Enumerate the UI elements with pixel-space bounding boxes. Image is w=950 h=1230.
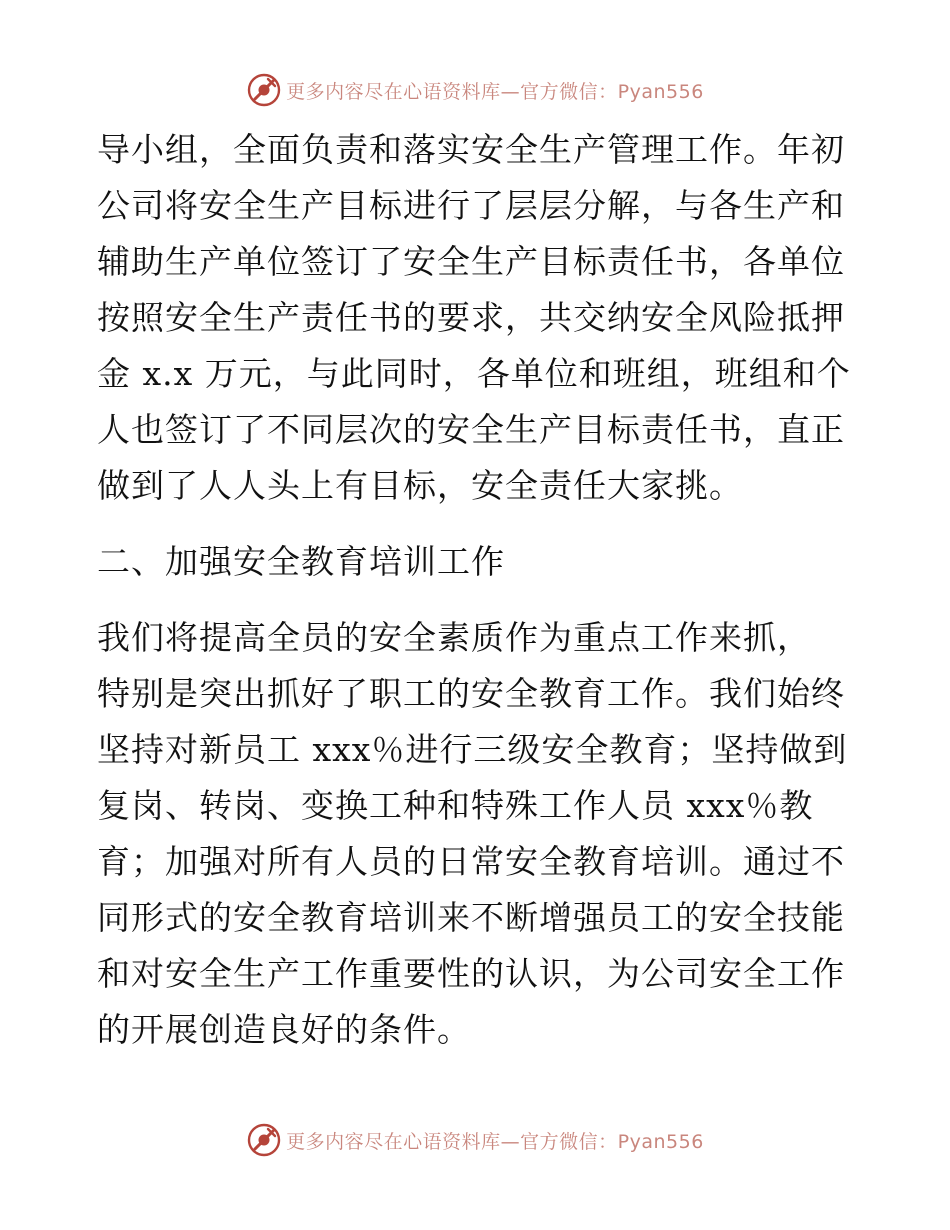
text-line: 特别是突出抓好了职工的安全教育工作。我们始终 <box>97 674 845 713</box>
text-line: 和对安全生产工作重要性的认识，为公司安全工作 <box>97 954 845 993</box>
text-line: 按照安全生产责任书的要求，共交纳安全风险抵押 <box>97 298 845 337</box>
footer-banner <box>0 1120 950 1160</box>
document-body <box>97 122 857 1058</box>
text-line: 导小组，全面负责和落实安全生产管理工作。年初 <box>97 130 845 169</box>
stamp-logo-icon <box>246 72 282 108</box>
header-banner <box>0 70 950 110</box>
section-heading <box>97 534 857 590</box>
text-line: 同形式的安全教育培训来不断增强员工的安全技能 <box>97 898 845 937</box>
text-line: 复岗、转岗、变换工种和特殊工作人员 xxx％教 <box>97 786 814 825</box>
text-line: 我们将提高全员的安全素质作为重点工作来抓， <box>97 618 811 657</box>
text-line: 人也签订了不同层次的安全生产目标责任书，直正 <box>97 410 845 449</box>
text-line: 坚持对新员工 xxx％进行三级安全教育；坚持做到 <box>97 730 848 769</box>
text-line: 辅助生产单位签订了安全生产目标责任书，各单位 <box>97 242 845 281</box>
text-line: 做到了人人头上有目标，安全责任大家挑。 <box>97 466 743 505</box>
text-line: 育；加强对所有人员的日常安全教育培训。通过不 <box>97 842 845 881</box>
heading-line: 二、加强安全教育培训工作 <box>97 542 505 581</box>
footer-banner-text: 更多内容尽在心语资料库—官方微信：Pyan556 <box>286 1130 704 1153</box>
paragraph <box>97 610 857 1058</box>
header-banner-text: 更多内容尽在心语资料库—官方微信：Pyan556 <box>286 80 704 103</box>
stamp-logo-icon <box>246 1122 282 1158</box>
paragraph <box>97 122 857 514</box>
text-line: 金 x.x 万元，与此同时，各单位和班组，班组和个 <box>97 354 851 393</box>
text-line: 公司将安全生产目标进行了层层分解，与各生产和 <box>97 186 845 225</box>
text-line: 的开展创造良好的条件。 <box>97 1010 471 1049</box>
